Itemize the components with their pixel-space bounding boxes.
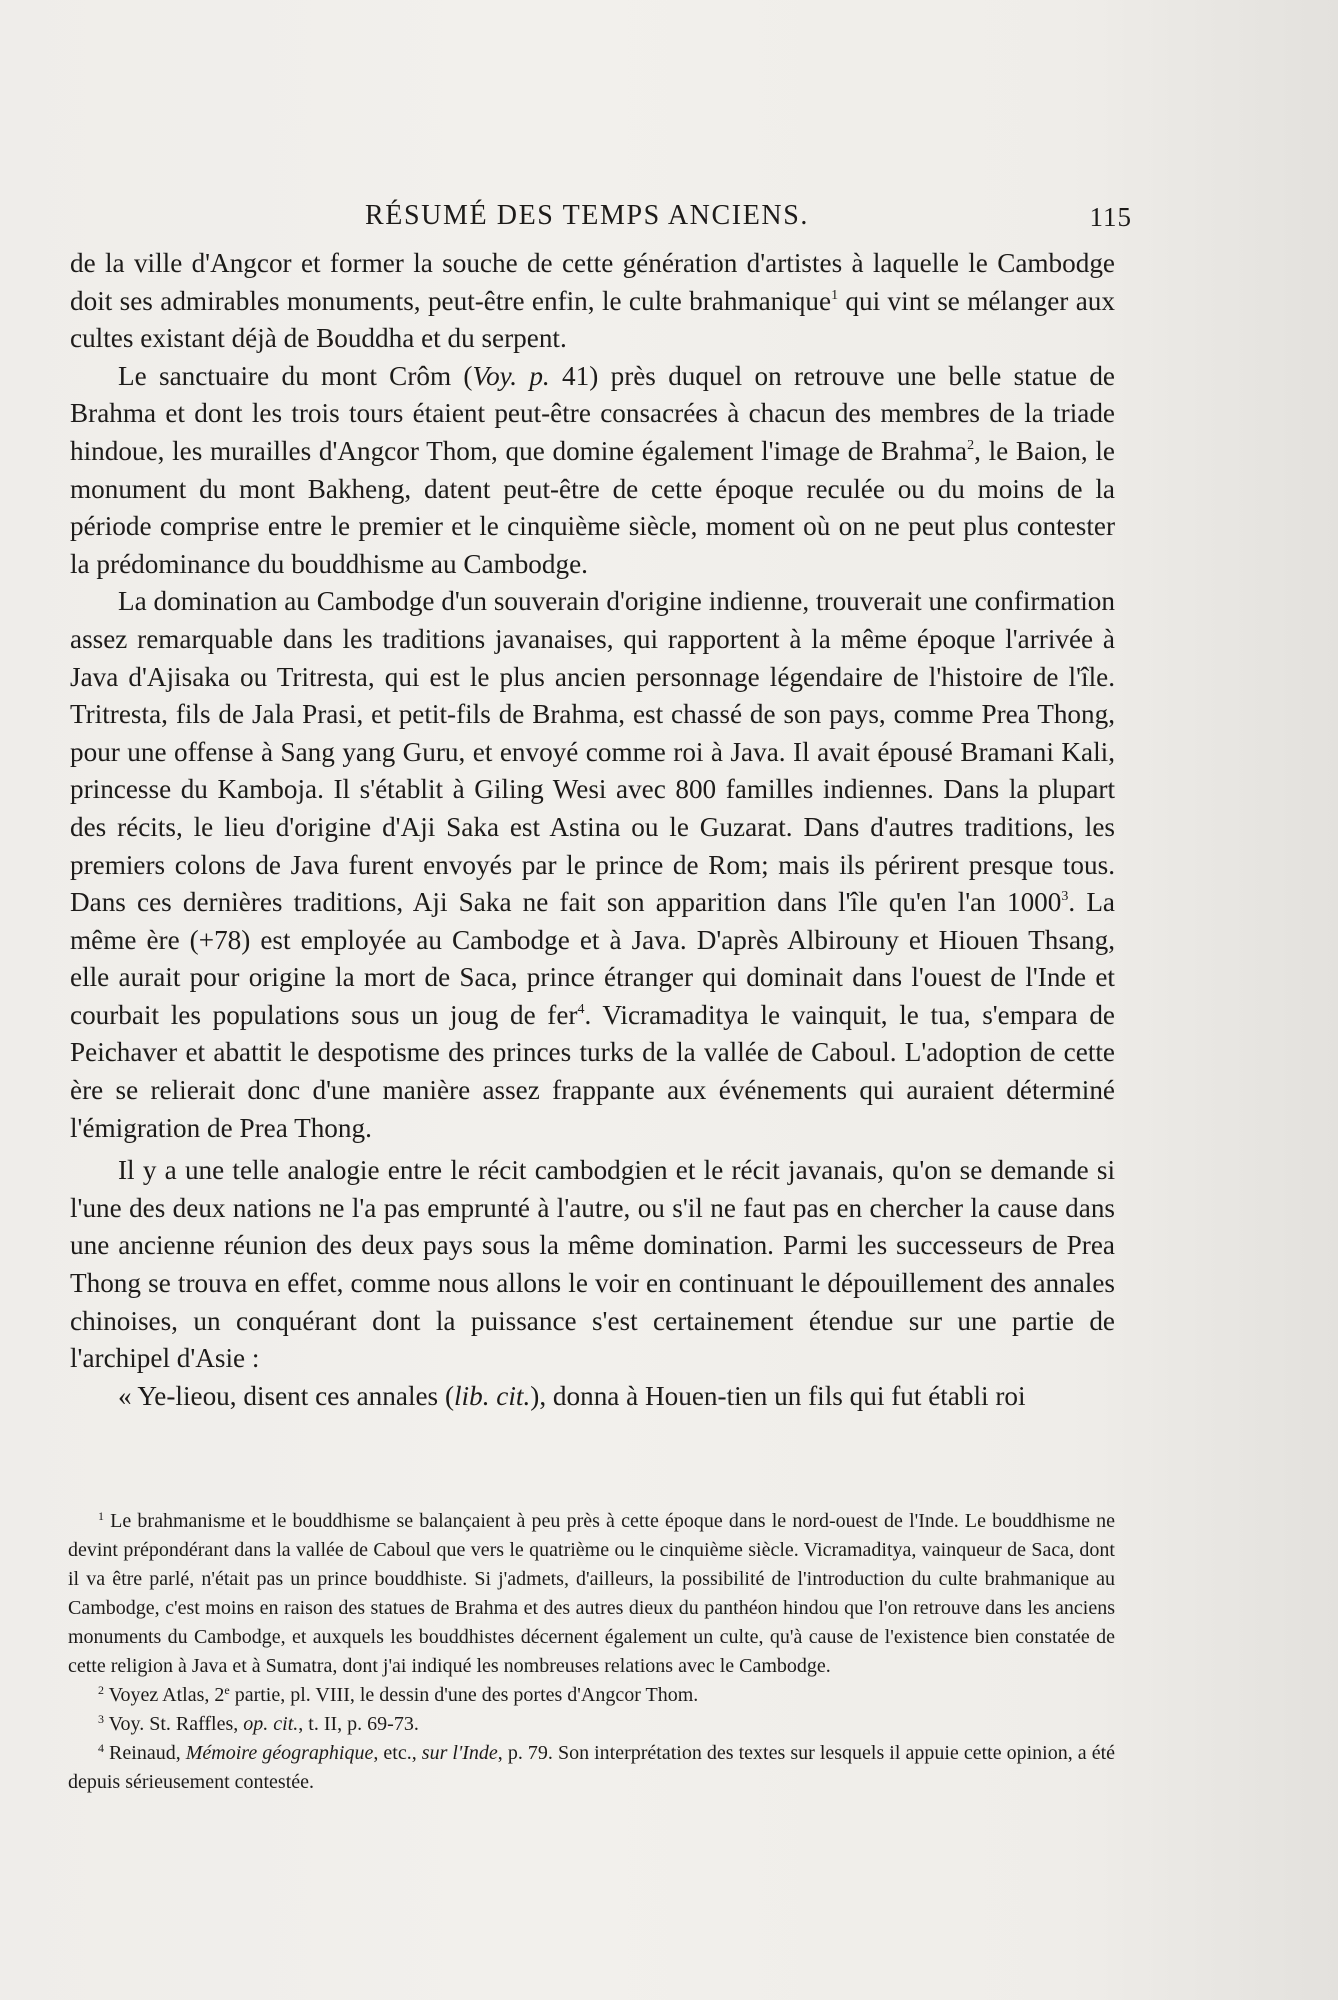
footnote-2-text-a: Voyez Atlas, 2 (104, 1684, 225, 1706)
running-title: RÉSUMÉ DES TEMPS ANCIENS. (365, 200, 810, 231)
footnote-3 (68, 1710, 1115, 1739)
paragraph-3-text-c: . Vicramaditya le vainquit, le tua, s'empara de Peichaver et abattit le despotisme des princes turks de la vallée de Caboul. L'adoption de cette ère se relierait donc d'une manière assez frappante aux événements qui auraient déterminé l'émigration de Prea Thong. (70, 999, 1115, 1143)
footnote-ref-4: 4 (577, 1001, 585, 1017)
footnote-1-text: Le brahmanisme et le bouddhisme se balançaient à peu près à cette époque dans le nord-ouest de l'Inde. Le bouddhisme ne devint prépondérant dans la vallée de Caboul que vers le quatrième ou le cinquième siècle. Vicramaditya, vainqueur de Saca, dont il va être parlé, n'était pas un prince bouddhiste. Si j'admets, d'ailleurs, la possibilité de l'introduction du culte brahmanique au Cambodge, c'est moins en raison des statues de Brahma et des autres dieux du panthéon hindou que l'on retrouve dans les anciens monuments du Cambodge, et auxquels les bouddhistes décernent également un culte, qu'à cause de l'existence bien constatée de cette religion à Java et à Sumatra, dont j'ai indiqué les nombreuses relations avec le Cambodge. (68, 1510, 1115, 1677)
body-text (70, 245, 1115, 1415)
footnote-2-mark: 2 (98, 1683, 104, 1697)
footnote-2 (68, 1681, 1115, 1710)
footnote-4-memoire: Mémoire géographique (185, 1742, 374, 1764)
footnote-4-mark: 4 (98, 1741, 104, 1755)
paragraph-5 (70, 1378, 1115, 1416)
paragraph-3 (70, 583, 1115, 1147)
footnote-ref-3: 3 (1061, 889, 1069, 905)
footnote-3-mark: 3 (98, 1712, 104, 1726)
footnote-2-text-b: partie, pl. VIII, le dessin d'une des portes d'Angcor Thom. (229, 1684, 699, 1706)
paragraph-5-text-a: « Ye-lieou, disent ces annales ( (118, 1380, 454, 1411)
footnote-3-text-b: , t. II, p. 69-73. (298, 1713, 419, 1735)
paragraph-5-text-b: ), donna à Houen-tien un fils qui fut établi roi (530, 1380, 1026, 1411)
footnote-3-op-cit: op. cit. (243, 1713, 299, 1735)
footnote-4 (68, 1739, 1115, 1797)
footnote-4-text-b: , etc., (373, 1742, 422, 1764)
footnote-4-sur-inde: sur l'Inde (421, 1742, 498, 1764)
page-header (70, 200, 1132, 232)
paragraph-2 (70, 358, 1115, 584)
footnote-ref-2: 2 (967, 437, 975, 453)
paragraph-2-text-b: 41) près duquel on retrouve une belle statue de Brahma et dont les trois tours étaient peut-être consacrées à chacun des membres de la triade hindoue, les murailles d'Angcor Thom, que domine également l'image de Brahma (70, 360, 1115, 466)
footnote-3-text-a: Voy. St. Raffles, (104, 1713, 244, 1735)
paragraph-4: Il y a une telle analogie entre le récit cambodgien et le récit javanais, qu'on se demande si l'une des deux nations ne l'a pas emprunté à l'autre, ou s'il ne faut pas en chercher la cause dans une ancienne réunion des deux pays sous la même domination. Parmi les successeurs de Prea Thong se trouva en effet, comme nous allons le voir en continuant le dépouillement des annales chinoises, un conquérant dont la puissance s'est certainement étendue sur une partie de l'archipel d'Asie : (70, 1155, 1115, 1374)
paragraph-1-end: qui vint se mélanger aux cultes existant déjà de Bouddha et du serpent. (70, 285, 1115, 354)
paragraph-3-text-b: . La même ère (+78) est employée au Cambodge et à Java. D'après Albirouny et Hiouen Thsang, elle aurait pour origine la mort de Saca, prince étranger qui dominait dans l'ouest de l'Inde et courbait les populations sous un joug de fer (70, 887, 1115, 1030)
paragraph-2-text-a: Le sanctuaire du mont Crôm ( (118, 360, 473, 391)
paragraph-1-text: de la ville d'Angcor et former la souche de cette génération d'artistes à laquelle le Cambodge doit ses admirables monuments, peut-être enfin, le culte brahmanique (70, 248, 1115, 316)
paragraph-5-lib: lib. cit. (454, 1380, 531, 1411)
paragraph-3-text-a: La domination au Cambodge d'un souverain d'origine indienne, trouverait une confirmation assez remarquable dans les traditions javanaises, qui rapportent à la même époque l'arrivée à Java d'Ajisaka ou Tritresta, qui est le plus ancien personnage légendaire de l'histoire de l'île. Tritresta, fils de Jala Prasi, et petit-fils de Brahma, est chassé de son pays, comme Prea Thong, pour une offense à Sang yang Guru, et envoyé comme roi à Java. Il avait épousé Bramani Kali, princesse du Kamboja. Il s'établit à Giling Wesi avec 800 familles indiennes. Dans la plupart des récits, le lieu d'origine d'Aji Saka est Astina ou le Guzarat. Dans d'autres traditions, les premiers colons de Java furent envoyés par le prince de Rom; mais ils périrent presque tous. Dans ces dernières traditions, Aji Saka ne fait son apparition dans l'île qu'en l'an 1000 (70, 586, 1115, 918)
page-number: 115 (1089, 202, 1132, 232)
footnote-ref-1: 1 (831, 287, 839, 303)
footnotes (68, 1507, 1115, 1797)
paragraph-2-text-c: , le Baion, le monument du mont Bakheng, datent peut-être de cette époque reculée ou du moins de la période comprise entre le premier et le cinquième siècle, moment où on ne peut plus contester la prédominance du bouddhisme au Cambodge. (70, 435, 1115, 579)
footnote-4-text-c: , p. 79. Son interprétation des textes sur lesquels il appuie cette opinion, a été depuis sérieusement contestée. (68, 1742, 1116, 1793)
footnote-1 (68, 1507, 1115, 1681)
paragraph-1 (70, 245, 1115, 358)
footnote-2-superscript-e: e (224, 1683, 230, 1697)
footnote-1-mark: 1 (98, 1509, 104, 1523)
paragraph-2-voy: Voy. p. (472, 360, 550, 391)
footnote-4-text-a: Reinaud, (104, 1742, 186, 1764)
